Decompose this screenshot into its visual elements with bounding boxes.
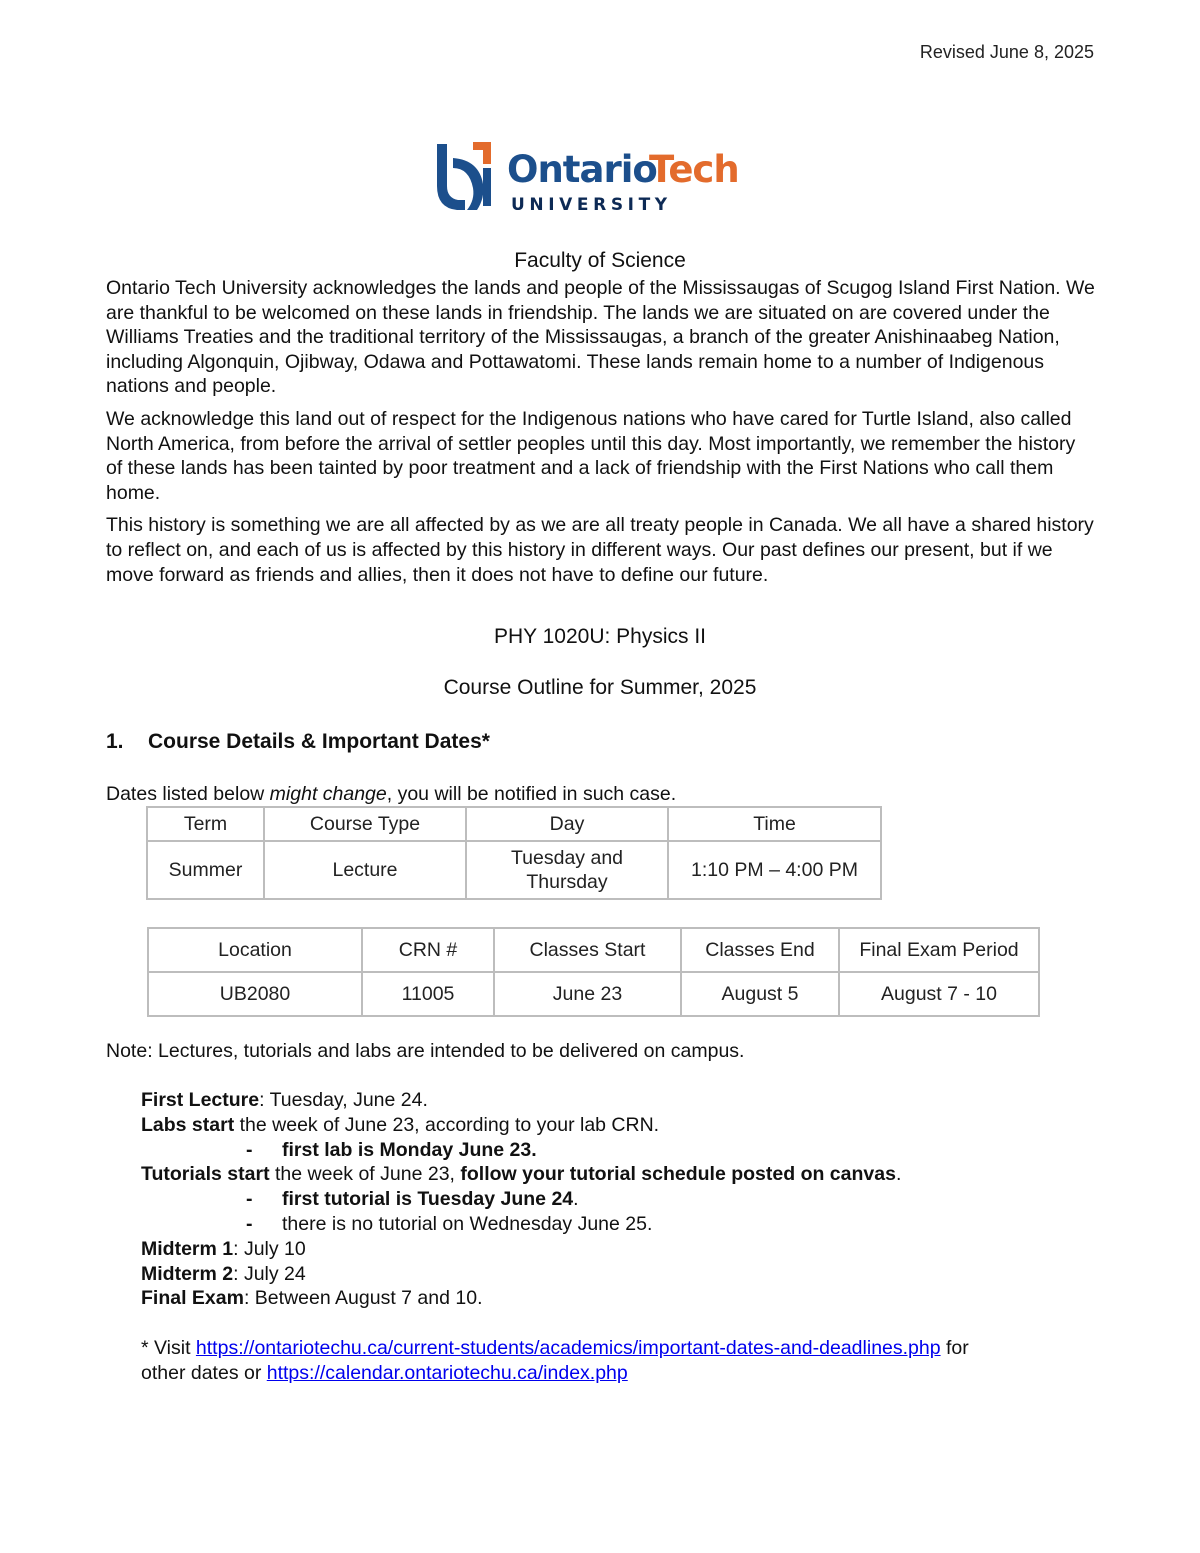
cell-term: Summer [147, 841, 264, 899]
course-title: PHY 1020U: Physics II [493, 625, 707, 648]
ack-paragraph-3: This history is something we are all affected by as we are all treaty people in Canada. We all have a shared history to reflect on, and each of us is affected by this history in different ways. Our past defines our present, but if we move forward as friends and allies, then it does not have to define our future. [106, 514, 1094, 586]
cell-classes-start: June 23 [494, 972, 681, 1016]
outline-title: Course Outline for Summer, 2025 [443, 676, 757, 699]
tutorials-bold-text: follow your tutorial schedule posted on canvas [460, 1163, 896, 1186]
tutorials-sub-item-2 [141, 1212, 1101, 1237]
faculty-title: Faculty of Science [514, 249, 686, 272]
header-classes-start: Classes Start [494, 928, 681, 972]
header-crn: CRN # [362, 928, 494, 972]
header-day: Day [466, 807, 668, 841]
bullet-dash: - [246, 1212, 253, 1235]
midterm-2-line [141, 1262, 1101, 1287]
logo-word-ontario: Ontario [507, 148, 657, 191]
key-dates-list [141, 1088, 1101, 1386]
tutorials-sub-item-1 [141, 1187, 1101, 1212]
section-number: 1. [106, 730, 124, 753]
logo-emblem-icon [437, 142, 491, 210]
labs-start-line [141, 1113, 1101, 1138]
table-row [147, 841, 881, 899]
header-classes-end: Classes End [681, 928, 839, 972]
header-final-exam: Final Exam Period [839, 928, 1039, 972]
no-tutorial-text: there is no tutorial on Wednesday June 25. [282, 1212, 653, 1235]
table-row [148, 972, 1039, 1016]
schedule-table [146, 806, 882, 900]
cell-crn: 11005 [362, 972, 494, 1016]
note-text-emphasis: might change [269, 783, 387, 805]
calendar-link[interactable]: https://calendar.ontariotechu.ca/index.php [266, 1361, 628, 1384]
revised-date: Revised June 8, 2025 [919, 42, 1094, 62]
visit-line [141, 1336, 1101, 1361]
ontario-tech-logo [433, 138, 773, 218]
first-lecture-line [141, 1088, 1101, 1113]
header-location: Location [148, 928, 362, 972]
labs-label: Labs start [141, 1113, 235, 1136]
first-tutorial-end: . [573, 1188, 579, 1211]
final-exam-date: : Between August 7 and 10. [243, 1287, 483, 1310]
tutorials-text: the week of June 23, [269, 1163, 461, 1186]
note-text-end: , you will be notified in such case. [386, 783, 677, 805]
visit-prefix: * Visit [141, 1336, 196, 1359]
note-text-start: Dates listed below [106, 783, 270, 805]
midterm-1-line [141, 1237, 1101, 1262]
land-acknowledgement [106, 276, 1096, 595]
visit-line-2 [141, 1361, 1101, 1386]
tutorials-end: . [895, 1163, 902, 1186]
ack-paragraph-1: Ontario Tech University acknowledges the lands and people of the Mississaugas of Scugog Island First Nation. We are thankful to be welcomed on these lands in friendship. The lands we are situated on are covered under the Williams Treaties and the traditional territory of the Mississaugas, a branch of the greater Anishinaabeg Nation, including Algonquin, Ojibway, Odawa and Pottawatomi. These lands remain home to a number of Indigenous nations and people. [106, 277, 1095, 398]
midterm-2-date: : July 24 [233, 1262, 306, 1285]
cell-course-type: Lecture [264, 841, 466, 899]
final-exam-line [141, 1286, 1101, 1311]
bullet-dash: - [246, 1138, 253, 1161]
first-tutorial-text: first tutorial is Tuesday June 24 [282, 1188, 574, 1211]
section-title: Course Details & Important Dates* [148, 730, 490, 753]
dates-change-note [106, 783, 676, 806]
midterm-1-date: : July 10 [233, 1237, 306, 1260]
tutorials-label: Tutorials start [141, 1163, 270, 1186]
cell-time: 1:10 PM – 4:00 PM [668, 841, 881, 899]
visit-mid: for [940, 1336, 969, 1359]
final-exam-label: Final Exam [141, 1287, 244, 1310]
table-header-row [148, 928, 1039, 972]
cell-location: UB2080 [148, 972, 362, 1016]
header-time: Time [668, 807, 881, 841]
spacer [141, 1311, 1101, 1336]
labs-text: the week of June 23, according to your lab CRN. [234, 1113, 660, 1136]
cell-classes-end: August 5 [681, 972, 839, 1016]
section-heading [106, 730, 490, 754]
cell-final-exam: August 7 - 10 [839, 972, 1039, 1016]
bullet-dash: - [246, 1188, 253, 1211]
first-lecture-text: : Tuesday, June 24. [259, 1089, 428, 1111]
midterm-1-label: Midterm 1 [141, 1237, 234, 1260]
header-term: Term [147, 807, 264, 841]
table-header-row [147, 807, 881, 841]
campus-delivery-note: Note: Lectures, tutorials and labs are intended to be delivered on campus. [106, 1040, 745, 1062]
ack-paragraph-2: We acknowledge this land out of respect for the Indigenous nations who have cared for Turtle Island, also called North America, from before the arrival of settler peoples until this day. Most importantly, we remember the history of these lands has been tainted by poor treatment and a lack of friendship with the First Nations who call them home. [106, 407, 1076, 504]
labs-sub-item [141, 1138, 1101, 1163]
logo-word-tech: Tech [649, 148, 739, 191]
header-course-type: Course Type [264, 807, 466, 841]
cell-day: Tuesday and Thursday [466, 841, 668, 899]
midterm-2-label: Midterm 2 [141, 1262, 234, 1285]
logo-graphic [433, 138, 773, 218]
visit-line2-text: other dates or [141, 1361, 267, 1384]
important-dates-link[interactable]: https://ontariotechu.ca/current-students/academics/important-dates-and-deadlines.php [195, 1336, 941, 1359]
tutorials-start-line [141, 1162, 1101, 1187]
location-dates-table [147, 927, 1040, 1017]
logo-word-university: UNIVERSITY [511, 195, 672, 215]
first-lab-text: first lab is Monday June 23. [282, 1138, 537, 1161]
first-lecture-label: First Lecture [141, 1089, 260, 1111]
